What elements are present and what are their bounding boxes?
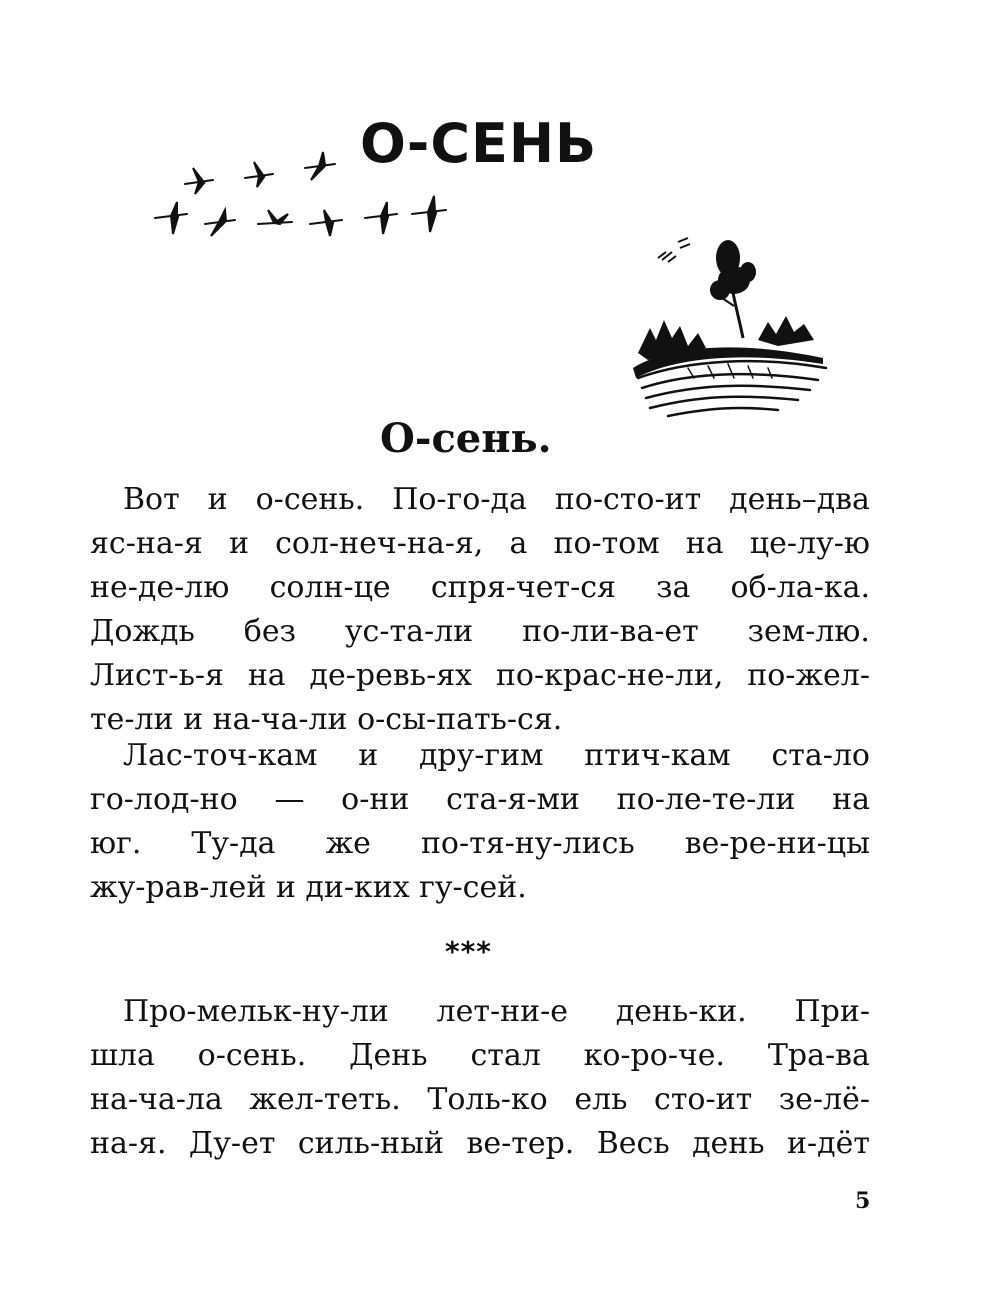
section-separator: ***: [445, 935, 492, 968]
text-line: на-ча-ла жел-теть. Толь-ко ель сто-ит зе-лё-: [90, 1082, 870, 1117]
landscape-illustration: [628, 228, 833, 418]
text-line: юг. Ту-да же по-тя-ну-лись ве-ре-ни-цы: [90, 826, 870, 861]
paragraph-2: [90, 734, 870, 910]
text-line: Лас-точ-кам и дру-гим птич-кам ста-ло: [123, 738, 870, 773]
text-line: яс-на-я и сол-неч-на-я, а по-том на це-лу-ю: [90, 526, 870, 561]
text-line: жу-рав-лей и ди-ких гу-сей.: [90, 870, 527, 905]
paragraph-3: [90, 990, 870, 1166]
text-line: те-ли и на-ча-ли о-сы-пать-ся.: [90, 702, 563, 737]
page-title: О-СЕНЬ: [360, 112, 598, 175]
text-line: Про-мельк-ну-ли лет-ни-е день-ки. При-: [123, 994, 870, 1029]
text-line: Лист-ь-я на де-ревь-ях по-крас-не-ли, по-жел-: [90, 658, 870, 693]
text-line: Вот и о-сень. По-го-да по-сто-ит день–два: [123, 482, 870, 517]
text-line: Дождь без ус-та-ли по-ли-ва-ет зем-лю.: [90, 614, 870, 649]
story-title: О-сень.: [380, 415, 552, 462]
text-line: го-лод-но — о-ни ста-я-ми по-ле-те-ли на: [90, 782, 870, 817]
birds-illustration: [150, 150, 460, 250]
page-number: 5: [855, 1188, 871, 1214]
text-line: не-де-лю солн-це спря-чет-ся за об-ла-ка.: [90, 570, 870, 605]
paragraph-1: [90, 478, 870, 742]
text-line: на-я. Ду-ет силь-ный ве-тер. Весь день и-дёт: [90, 1126, 870, 1161]
text-line: шла о-сень. День стал ко-ро-че. Тра-ва: [90, 1038, 870, 1073]
